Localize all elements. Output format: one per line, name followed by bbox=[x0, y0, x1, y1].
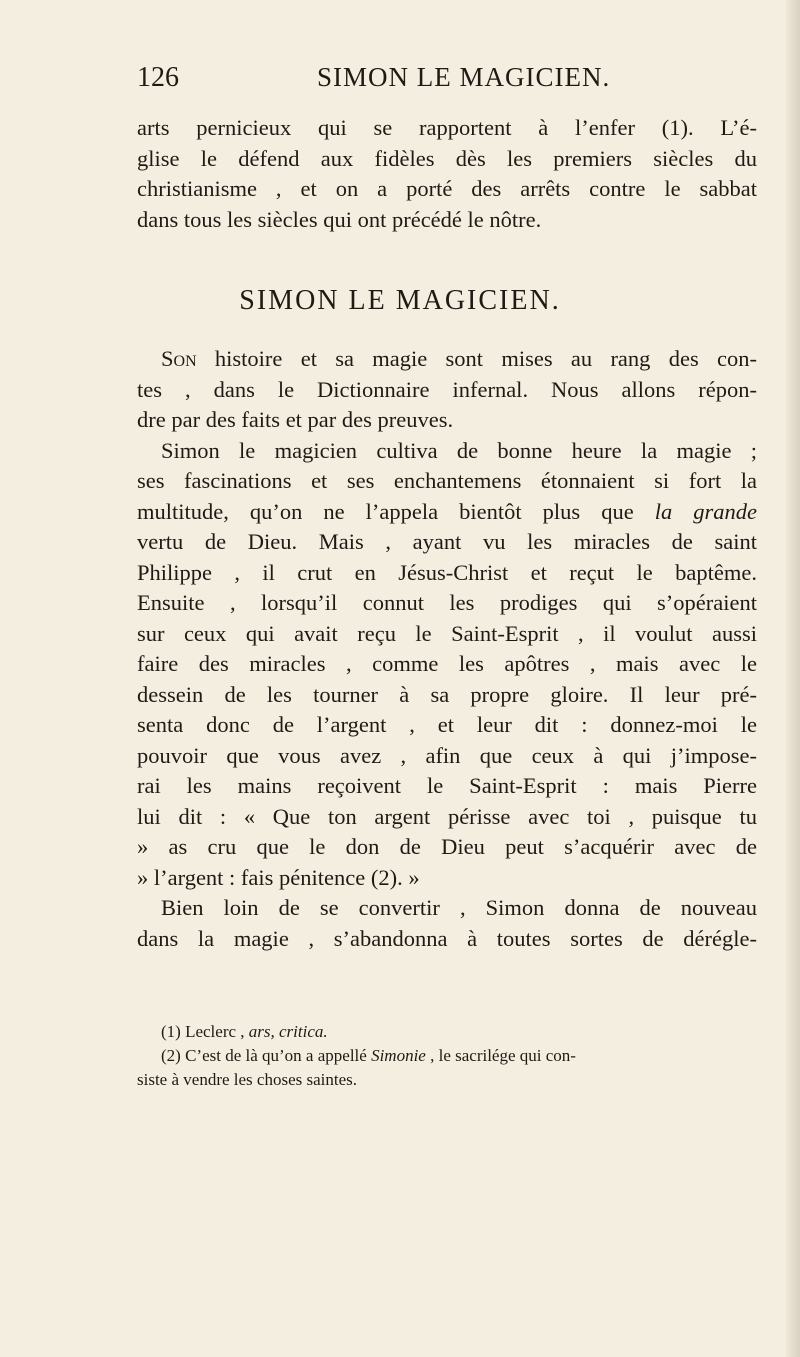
footnote-italic: Simonie bbox=[371, 1046, 426, 1065]
text-line: pouvoir que vous avez , afin que ceux à qui j’impose- bbox=[137, 742, 757, 768]
text-line bbox=[137, 497, 757, 528]
intro-paragraph bbox=[137, 113, 757, 235]
footnote-italic: ars, critica. bbox=[248, 1022, 328, 1041]
section-heading: SIMON LE MAGICIEN. bbox=[239, 285, 561, 316]
footnotes bbox=[137, 1020, 757, 1092]
text-line: ses fascinations et ses enchantemens étonnaient si fort la bbox=[137, 468, 757, 493]
text-line: Bien loin de se convertir , Simon donna de nouveau bbox=[161, 895, 757, 920]
footnote-1 bbox=[137, 1020, 757, 1044]
text-line: » as cru que le don de Dieu peut s’acquérir avec de bbox=[137, 834, 757, 859]
footnote-text: (1) Leclerc , bbox=[161, 1022, 245, 1041]
text-line: rai les mains reçoivent le Saint-Esprit : mais Pierre bbox=[137, 773, 757, 798]
text-line: faire des miracles , comme les apôtres , mais avec le bbox=[137, 651, 757, 676]
italic-phrase: la grande bbox=[654, 498, 758, 524]
text-line: glise le défend aux fidèles dès les premiers siècles du bbox=[137, 145, 757, 171]
page-header bbox=[137, 62, 697, 102]
footnote-2-continued: siste à vendre les choses saintes. bbox=[137, 1070, 357, 1089]
text-line: arts pernicieux qui se rapportent à l’enfer (1). L’é- bbox=[137, 115, 757, 140]
running-title: SIMON LE MAGICIEN. bbox=[317, 62, 611, 92]
footnote-2 bbox=[137, 1044, 757, 1068]
dropcap-word: Son bbox=[161, 346, 197, 371]
text-line: Philippe , il crut en Jésus-Christ et reçut le baptême. bbox=[137, 559, 757, 585]
text-line: » l’argent : fais pénitence (2). » bbox=[137, 864, 420, 890]
text-line bbox=[137, 344, 757, 375]
text-line: sur ceux qui avait reçu le Saint-Esprit , il voulut aussi bbox=[137, 620, 757, 646]
footnote-text: , le sacrilége qui con- bbox=[430, 1046, 576, 1065]
text-line: dessein de les tourner à sa propre gloire. Il leur pré- bbox=[137, 681, 757, 707]
text-line: vertu de Dieu. Mais , ayant vu les miracles de saint bbox=[137, 529, 757, 554]
text-line: Simon le magicien cultiva de bonne heure la magie ; bbox=[161, 437, 757, 463]
text-fragment: multitude, qu’on ne l’appela bientôt plus que bbox=[137, 498, 634, 524]
text-line: tes , dans le Dictionnaire infernal. Nous allons répon- bbox=[137, 376, 757, 402]
text-line: dans la magie , s’abandonna à toutes sortes de dérégle- bbox=[137, 925, 757, 951]
page-number: 126 bbox=[137, 62, 179, 93]
section-body bbox=[137, 344, 757, 954]
text-line: senta donc de l’argent , et leur dit : donnez-moi le bbox=[137, 712, 757, 737]
footnote-text: (2) C’est de là qu’on a appellé bbox=[161, 1046, 367, 1065]
text-line: Ensuite , lorsqu’il connut les prodiges qui s’opéraient bbox=[137, 590, 757, 615]
text-line: dans tous les siècles qui ont précédé le nôtre. bbox=[137, 206, 542, 232]
text-line: christianisme , et on a porté des arrêts contre le sabbat bbox=[137, 176, 757, 201]
page-edge bbox=[786, 0, 800, 1357]
text-fragment: histoire et sa magie sont mises au rang des con- bbox=[214, 346, 757, 371]
text-line: dre par des faits et par des preuves. bbox=[137, 407, 454, 432]
text-line: lui dit : « Que ton argent périsse avec toi , puisque tu bbox=[137, 803, 757, 829]
